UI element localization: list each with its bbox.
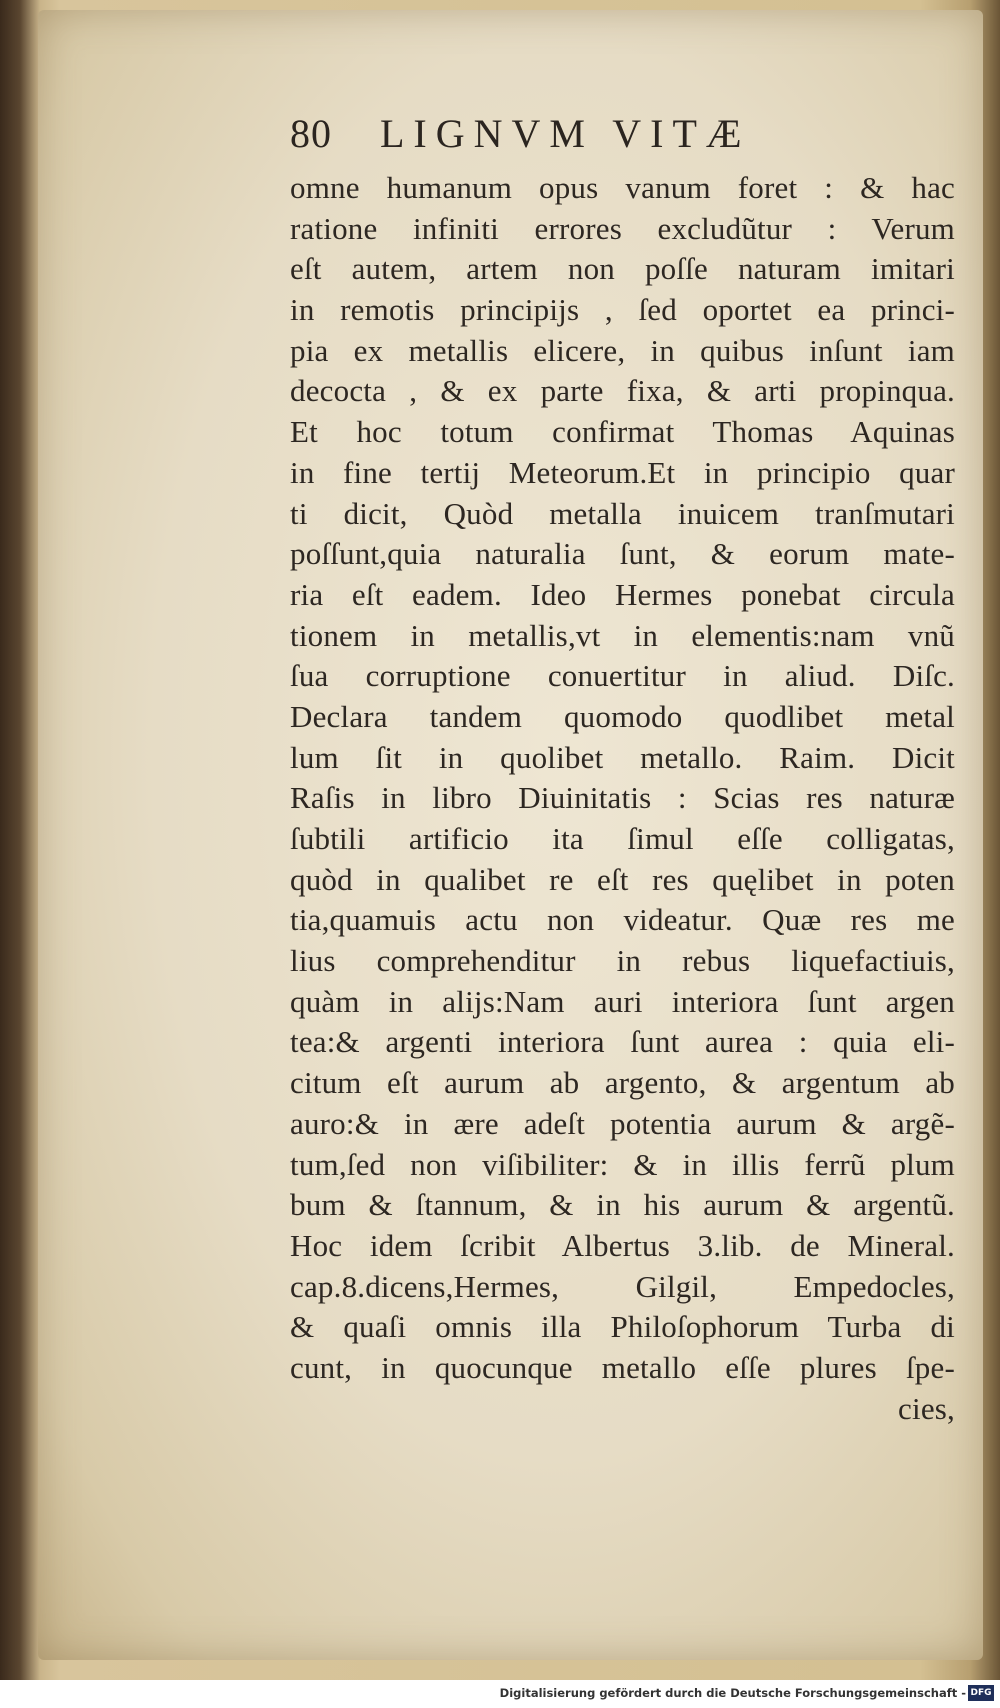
text-line: quàm in alijs:Nam auri interiora ſunt argen [290,983,955,1019]
text-line: bum & ſtannum, & in his aurum & argentũ. [290,1187,955,1223]
text-line: in remotis principijs , ſed oportet ea princi- [290,292,955,328]
text-line: cunt, in quocunque metallo eſſe plures ſpe- [290,1349,955,1385]
catchword: cies, [898,1390,955,1426]
text-line: quòd in qualibet re eſt res quęlibet in poten [290,861,955,897]
text-line: ria eſt eadem. Ideo Hermes ponebat circula [290,576,955,612]
text-line: decocta , & ex parte fixa, & arti propinqua. [290,373,955,409]
running-head [290,110,940,160]
text-line: omne humanum opus vanum foret : & hac [290,170,955,205]
text-line: ti dicit, Quòd metalla inuicem tranſmutari [290,495,955,531]
text-line: Hoc idem ſcribit Albertus 3.lib. de Mineral. [290,1227,955,1263]
text-line: Et hoc totum confirmat Thomas Aquinas [290,414,955,450]
text-line: poſſunt,quia naturalia ſunt, & eorum mate- [290,536,955,572]
text-line: auro:& in ære adeſt potentia aurum & argẽ- [290,1105,955,1141]
text-line: lius comprehenditur in rebus liquefactiuis, [290,943,955,979]
text-line: Declara tandem quomodo quodlibet metal [290,698,955,734]
dfg-logo-icon: DFG [968,1685,994,1701]
text-line: & quaſi omnis illa Philoſophorum Turba di [290,1309,955,1345]
text-line: tia,quamuis actu non videatur. Quæ res me [290,902,955,938]
running-title: LIGNVM VITÆ [380,111,751,156]
text-line: ratione infiniti errores excludũtur : Verum [290,210,955,246]
text-block [290,168,955,1429]
text-line: tea:& argenti interiora ſunt aurea : quia eli- [290,1024,955,1060]
footer-bar [0,1680,1000,1708]
text-line: tionem in metallis,vt in elementis:nam vnũ [290,617,955,653]
text-line: Raſis in libro Diuinitatis : Scias res naturæ [290,780,955,816]
page-number: 80 [290,111,332,156]
text-line: lum ſit in quolibet metallo. Raim. Dicit [290,739,955,775]
funding-credit: Digitalisierung gefördert durch die Deutsche Forschungsgemeinschaft - [499,1686,966,1700]
text-line: eſt autem, artem non poſſe naturam imitari [290,251,955,287]
text-line: ſua corruptione conuertitur in aliud. Diſc. [290,658,955,694]
text-line: in fine tertij Meteorum.Et in principio quar [290,454,955,490]
text-line: tum,ſed non viſibiliter: & in illis ferrũ plum [290,1146,955,1182]
text-line: cap.8.dicens,Hermes, Gilgil, Empedocles, [290,1268,955,1304]
text-line: ſubtili artificio ita ſimul eſſe colligatas, [290,821,955,856]
text-line: citum eſt aurum ab argento, & argentum ab [290,1065,955,1101]
text-line: pia ex metallis elicere, in quibus inſunt iam [290,332,955,368]
